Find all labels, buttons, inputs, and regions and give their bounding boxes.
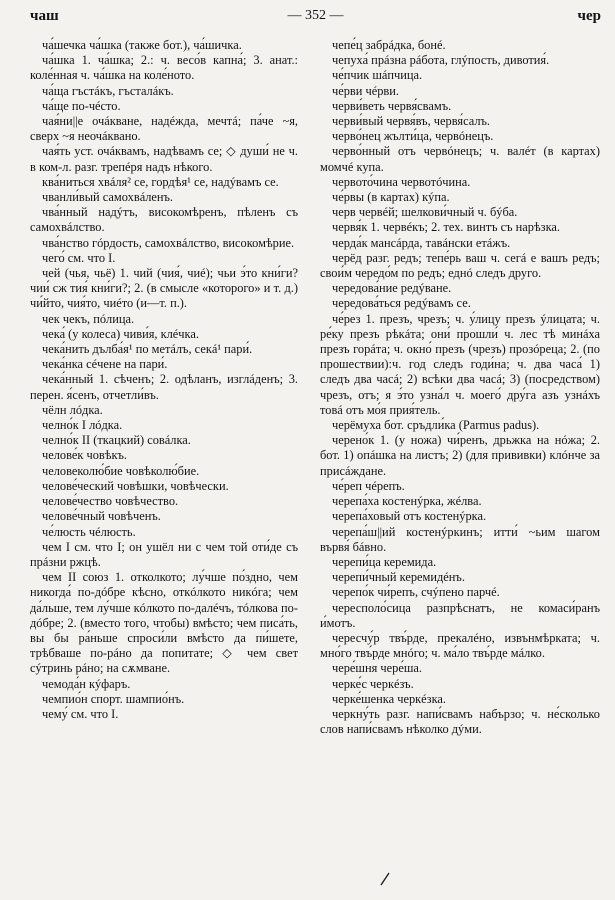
dictionary-entry-right: червя́к 1. червéкъ; 2. тех. винтъ съ нарѣзка. bbox=[332, 220, 561, 235]
dictionary-entry-left: ча́ще по-чéсто. bbox=[42, 98, 121, 113]
dictionary-entry-left: че́люсть чéлюсть. bbox=[42, 524, 136, 539]
dictionary-entry-left: чека́нить дълба́я¹ по метáлъ, секá¹ пари́. bbox=[42, 342, 253, 357]
dictionary-entry-left: чей (чья, чьё) 1. чий (чия́, чиé); чьи э́то кни́ги? чии́ сж тия́ кни́ги?; 2. (в смысле «которого» и т. д.) чи́йто, чия́то, чиéто (и—т. п.). bbox=[30, 266, 298, 311]
pen-mark-icon bbox=[378, 872, 392, 886]
dictionary-entry-left: чек чекъ, пóлица. bbox=[42, 311, 135, 326]
dictionary-entry-left: челове́чество човѣчество. bbox=[42, 494, 179, 509]
dictionary-entry-right: черво́нный отъ червóнецъ; ч. валéт (в картах) момчé купа. bbox=[320, 144, 600, 174]
dictionary-entry-right: черке́шенка черкéзка. bbox=[332, 691, 447, 706]
dictionary-entry-left: чва́нный надýтъ, високомѣренъ, пѣленъ съ самохвáлство. bbox=[30, 205, 298, 235]
dictionary-entry-right: чепе́ц забрáдка, бонé. bbox=[332, 38, 446, 52]
dictionary-entry-right: че́пчик шáпчица. bbox=[332, 68, 423, 83]
dictionary-entry-right: черёмуха бот. сръдли́ка (Parmus padus). bbox=[332, 418, 540, 433]
page-header bbox=[30, 8, 601, 30]
dictionary-entry-left: ча́ща гъстáкъ, гъсталáкъ. bbox=[42, 83, 174, 98]
dictionary-entry-right: черепи́ца керемида. bbox=[332, 554, 437, 569]
dictionary-entry-left: челове́к човѣкъ. bbox=[42, 448, 128, 463]
dictionary-entry-left: ква́ниться хвáля² се, гордѣя¹ се, надýвамъ се. bbox=[42, 174, 279, 189]
dictionary-entry-right: че́рвы (в картах) кýпа. bbox=[332, 190, 450, 205]
dictionary-entry-left: челно́к I лóдка. bbox=[42, 418, 123, 433]
dictionary-entry-right: черке́с черкéзъ. bbox=[332, 676, 414, 691]
dictionary-entry-right: черепа́ха костенýрка, жéлва. bbox=[332, 494, 482, 509]
dictionary-entry-right: черено́к 1. (у ножа) чи́ренъ, дрьжка на нóжа; 2. бот. 1) опáшка на листъ; 2) (для прививки) клóнче за присáждане. bbox=[320, 433, 600, 478]
dictionary-entry-left: чем I см. что I; он ушёл ни с чем той оти́де съ прáзни ржцѣ. bbox=[30, 539, 298, 569]
dictionary-entry-left: чем II союз 1. отколкото; лу́чше по́здно, чем никогда́ по-дóбре кѣсно, откóлкото никóга; чем да́льше, тем лу́чше кóлкото по-далéчъ, тóлкова по-дóбре; 2. (вместо того, чтобы) вмѣсто; чем писа́ть, вы бы ра́ньше спроси́ли вмѣсто да пи́шете, трѣбваше по-рáно да попитате; ◇ чем свет сýтринь рáно; на сѫмване. bbox=[30, 570, 298, 676]
header-left-guide-word: чаш bbox=[30, 8, 59, 24]
dictionary-entry-left: ча́шка 1. ча́шка; 2.: ч. весо́в капна́; 3. анат.: коле́нная ч. ча́шка на коле́ното. bbox=[30, 53, 298, 83]
dictionary-entry-left: ча́шечка ча́шка (также бот.), ча́шичка. bbox=[42, 38, 242, 52]
dictionary-entry-right: чередова́ние редýване. bbox=[332, 281, 452, 296]
dictionary-entry-right: черв червéй; шелкови́чный ч. бýба. bbox=[332, 205, 518, 220]
right-column bbox=[320, 38, 600, 737]
dictionary-entry-left: чёлн лóдка. bbox=[42, 402, 103, 417]
dictionary-entry-left: чемода́н кýфаръ. bbox=[42, 676, 131, 691]
dictionary-entry-left: чемпио́н спорт. шампио́нъ. bbox=[42, 691, 185, 706]
dictionary-entry-left: чва́нство гóрдость, самохвáлство, високомѣрие. bbox=[42, 235, 295, 250]
dictionary-entry-right: чепуха́ прáзна рáбота, глýпость, дивотия́. bbox=[332, 53, 550, 68]
dictionary-entry-left: чека́нка сéчене на пари́. bbox=[42, 357, 168, 372]
dictionary-entry-right: черепа́ховый отъ костенýрка. bbox=[332, 509, 487, 524]
dictionary-entry-right: че́реп чéрепъ. bbox=[332, 478, 405, 493]
dictionary-entry-left: чая́ть уст. очáквамъ, надѣвамъ се; ◇ души́ не ч. в ком-л. разг. трепéря надъ нѣкого. bbox=[30, 144, 298, 174]
dictionary-entry-right: черкну́ть разг. напи́свамъ набързо; ч. не́сколько слов напи́свамъ нѣколко дýми. bbox=[320, 706, 600, 737]
dictionary-entry-left: челно́к II (ткацкий) совáлка. bbox=[42, 433, 191, 448]
dictionary-entry-right: че́рез 1. презъ, чрезъ; ч. у́лицу презъ ýлицата; ч. ре́ку презъ рѣкáта; они́ прошли́ ч. лес тѣ минáха презъ горáта; ч. окно́ презъ (чрезъ) прозóреца; 2. (по прошествии):ч. год следъ годи́на; ч. два часа́ 1) следъ два часá; 2) всѣки два часá; 3) (посредством) чрезъ, отъ; я э́то узна́л ч. моего́ дру́га азъ узнáхъ товá отъ мо́я прия́тель. bbox=[320, 311, 600, 417]
dictionary-entry-left: челове́чный човѣченъ. bbox=[42, 509, 161, 524]
left-column bbox=[30, 38, 298, 722]
dictionary-entry-left: чванли́вый самохвáленъ. bbox=[42, 190, 174, 205]
dictionary-entry-right: чере́шня чере́ша. bbox=[332, 661, 422, 676]
dictionary-entry-right: черепи́чный керемидéнъ. bbox=[332, 570, 465, 585]
dictionary-entry-right: чередова́ться редýвамъ се. bbox=[332, 296, 471, 311]
dictionary-entry-left: чая́ни||е очáкване, надéжда, мечтá; па́че ~я, сверх ~я неочáквано. bbox=[30, 114, 298, 144]
dictionary-entry-left: чека́ (у колеса) чиви́я, клéчка. bbox=[42, 326, 199, 341]
dictionary-entry-left: чему́ см. что I. bbox=[42, 706, 119, 721]
dictionary-entry-right: чересчу́р твъ́рде, прекалéно, извънмѣрката; ч. мно́го твъ́рде мнóго; ч. ма́ло твъ́рде мáлко. bbox=[320, 630, 600, 661]
dictionary-entry-right: черво́нец жълти́ца, червóнецъ. bbox=[332, 129, 494, 144]
page-number: — 352 — bbox=[287, 8, 344, 23]
dictionary-entry-right: черёд разг. редъ; тепе́рь ваш ч. сегá е вашъ редъ; свои́м чередо́м по редъ; еднó следъ друго. bbox=[320, 250, 600, 281]
dictionary-entry-left: челове́ческий човѣшки, човѣчески. bbox=[42, 478, 229, 493]
dictionary-entry-left: человеколю́бие човѣколю́бие. bbox=[42, 463, 200, 478]
dictionary-entry-right: черви́веть червя́свамъ. bbox=[332, 98, 452, 113]
dictionary-entry-right: черепо́к чи́репъ, счýпено парчé. bbox=[332, 585, 500, 600]
dictionary-entry-right: черепа́ш||ий костенýркинъ; итти́ ~ьим шагом вървя́ бáвно. bbox=[320, 524, 600, 554]
dictionary-entry-left: чего́ см. что I. bbox=[42, 250, 116, 265]
dictionary-entry-right: че́рви чéрви. bbox=[332, 83, 400, 98]
header-right-guide-word: чер bbox=[577, 8, 601, 24]
dictionary-entry-right: черда́к мансáрда, тавáнски етáжъ. bbox=[332, 235, 511, 250]
dictionary-entry-right: чересполо́сица разпрѣснатъ, не комаси́ранъ и́мотъ. bbox=[320, 600, 600, 630]
dictionary-entry-right: черви́вый червя́въ, червя́салъ. bbox=[332, 114, 491, 129]
dictionary-entry-right: червото́чина червотóчина. bbox=[332, 174, 471, 189]
dictionary-entry-left: чека́нный 1. сѣченъ; 2. одѣланъ, изглáденъ; 3. перен. я́сенъ, отчетли́въ. bbox=[30, 372, 298, 402]
